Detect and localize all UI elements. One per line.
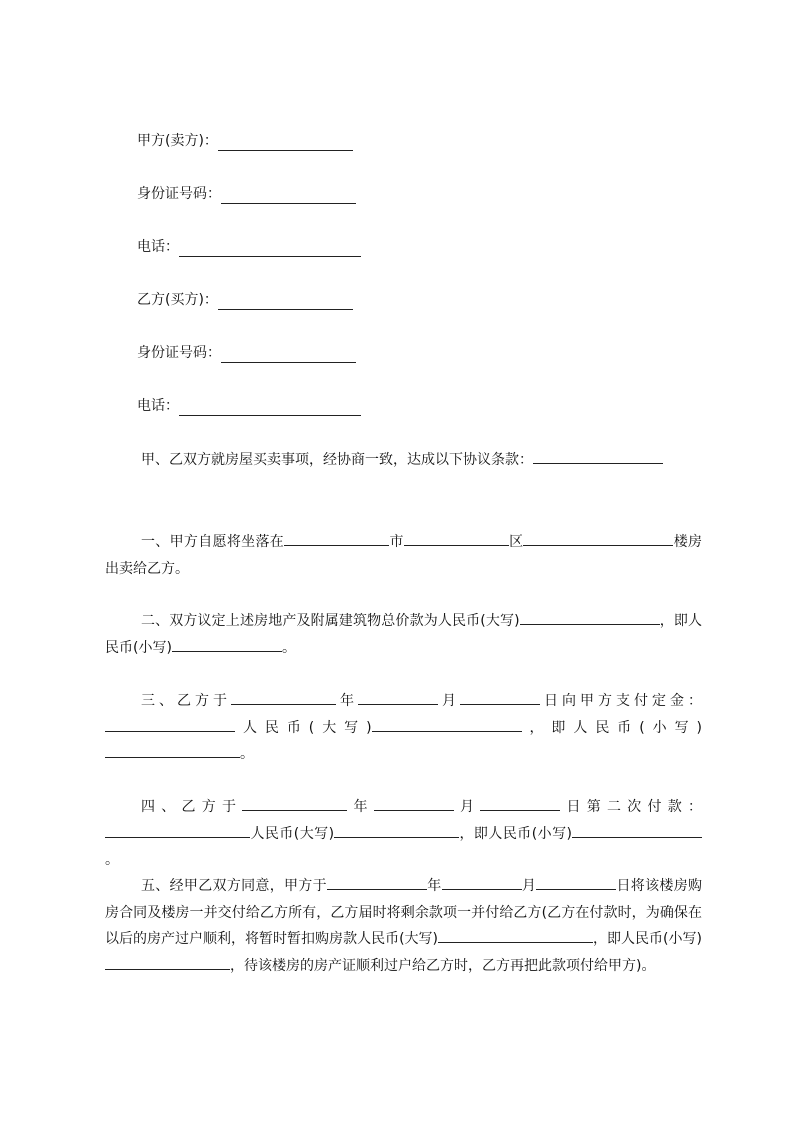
clause-2-amount-figures-blank[interactable] bbox=[172, 639, 282, 652]
clause-5-year-blank[interactable] bbox=[327, 877, 427, 890]
clause-4 bbox=[105, 794, 702, 874]
clause-3-text-1: 三、乙方于 bbox=[141, 693, 231, 709]
clause-4-text-4: 日第二次付款： bbox=[560, 799, 702, 815]
clause-1-text-4: 楼房出卖给乙方。 bbox=[105, 534, 702, 577]
clause-4-month-blank[interactable] bbox=[374, 798, 454, 811]
clause-5-text-5: ，即人民币(小写) bbox=[593, 931, 702, 947]
clause-5-amount-words-blank[interactable] bbox=[438, 930, 593, 943]
party-b-phone-blank[interactable] bbox=[179, 401, 361, 416]
party-b-id-blank[interactable] bbox=[221, 348, 356, 363]
party-b-label: 乙方(买方)： bbox=[137, 292, 218, 308]
party-a-blank[interactable] bbox=[218, 136, 353, 151]
party-b-id-line bbox=[137, 343, 356, 363]
clause-4-amount-words-blank[interactable] bbox=[334, 825, 459, 838]
clause-3-day-blank[interactable] bbox=[460, 692, 540, 705]
clause-4-text-1: 四、乙方于 bbox=[141, 799, 243, 815]
party-a-phone-line bbox=[137, 237, 361, 257]
clause-4-text-7: 。 bbox=[105, 852, 119, 868]
clause-2-text-2: ，即人民币(小写) bbox=[105, 613, 703, 656]
clause-3-text-6: ，即人民币(小写) bbox=[521, 719, 702, 736]
clause-3-amount-figures-blank[interactable] bbox=[105, 745, 240, 758]
clause-5 bbox=[105, 873, 702, 979]
clause-1-text-2: 市 bbox=[389, 534, 404, 550]
party-a-id-line bbox=[137, 184, 356, 204]
party-a-id-blank[interactable] bbox=[221, 189, 356, 204]
clause-3-year-blank[interactable] bbox=[231, 692, 336, 705]
party-a-phone-blank[interactable] bbox=[179, 242, 361, 257]
clause-5-text-3: 月 bbox=[521, 878, 537, 894]
party-b-phone-label: 电话： bbox=[137, 398, 179, 414]
clause-4-text-6: ，即人民币(小写) bbox=[459, 825, 572, 842]
clause-5-text-1: 五、经甲乙双方同意，甲方于 bbox=[141, 878, 327, 894]
party-b-blank[interactable] bbox=[218, 295, 353, 310]
party-a-id-label: 身份证号码： bbox=[137, 186, 221, 202]
clause-4-amount-figures-blank[interactable] bbox=[572, 825, 702, 838]
clause-3-text-5: 人民币(大写) bbox=[235, 719, 372, 736]
clause-3 bbox=[105, 688, 702, 768]
clause-1-location-blank[interactable] bbox=[523, 533, 673, 546]
clause-3-text-2: 年 bbox=[336, 693, 358, 709]
clause-4-text-2: 年 bbox=[347, 799, 374, 815]
clause-1 bbox=[105, 529, 702, 582]
party-b-phone-line bbox=[137, 396, 361, 416]
clause-1-text-1: 一、甲方自愿将坐落在 bbox=[141, 534, 285, 550]
clause-3-text-3: 月 bbox=[438, 693, 460, 709]
intro-blank[interactable] bbox=[533, 451, 663, 464]
party-b-id-label: 身份证号码： bbox=[137, 345, 221, 361]
clause-5-amount-figures-blank[interactable] bbox=[105, 957, 230, 970]
party-b-line bbox=[137, 290, 353, 310]
party-a-label: 甲方(卖方)： bbox=[137, 133, 218, 149]
party-a-line bbox=[137, 131, 353, 151]
party-a-phone-label: 电话： bbox=[137, 239, 179, 255]
clause-2-amount-words-blank[interactable] bbox=[520, 612, 660, 625]
intro-paragraph bbox=[105, 447, 702, 474]
clause-2 bbox=[105, 608, 702, 661]
intro-text: 甲、乙双方就房屋买卖事项，经协商一致，达成以下协议条款： bbox=[141, 452, 533, 468]
clause-4-payment-blank[interactable] bbox=[105, 825, 250, 838]
clause-3-text-4: 日向甲方支付定金： bbox=[540, 693, 702, 709]
clause-1-district-blank[interactable] bbox=[404, 533, 509, 546]
clause-5-text-6: ，待该楼房的房产证顺利过户给乙方时，乙方再把此款项付给甲方)。 bbox=[230, 957, 656, 974]
clause-4-day-blank[interactable] bbox=[480, 798, 560, 811]
clause-4-year-blank[interactable] bbox=[242, 798, 347, 811]
clause-3-deposit-blank[interactable] bbox=[105, 719, 235, 732]
clause-2-text-3: 。 bbox=[281, 639, 296, 656]
clause-5-text-4: 日将该楼房购房合同及楼房一并交付给乙方所有，乙方届时将剩余款项一并付给乙方(乙方在付款时，为确保在以后的房产过户顺利，将暂时暂扣购房款人民币(大写) bbox=[105, 878, 703, 947]
clause-2-text-1: 二、双方议定上述房地产及附属建筑物总价款为人民币(大写) bbox=[141, 613, 520, 629]
clause-5-month-blank[interactable] bbox=[442, 877, 522, 890]
clause-1-city-blank[interactable] bbox=[284, 533, 389, 546]
clause-3-amount-words-blank[interactable] bbox=[372, 719, 522, 732]
clause-4-text-3: 月 bbox=[453, 799, 481, 815]
clause-3-month-blank[interactable] bbox=[358, 692, 438, 705]
clause-5-text-2: 年 bbox=[426, 878, 442, 894]
clause-1-text-3: 区 bbox=[508, 534, 524, 550]
clause-4-text-5: 人民币(大写) bbox=[250, 825, 335, 842]
clause-3-text-7: 。 bbox=[240, 746, 254, 762]
clause-5-day-blank[interactable] bbox=[536, 877, 616, 890]
